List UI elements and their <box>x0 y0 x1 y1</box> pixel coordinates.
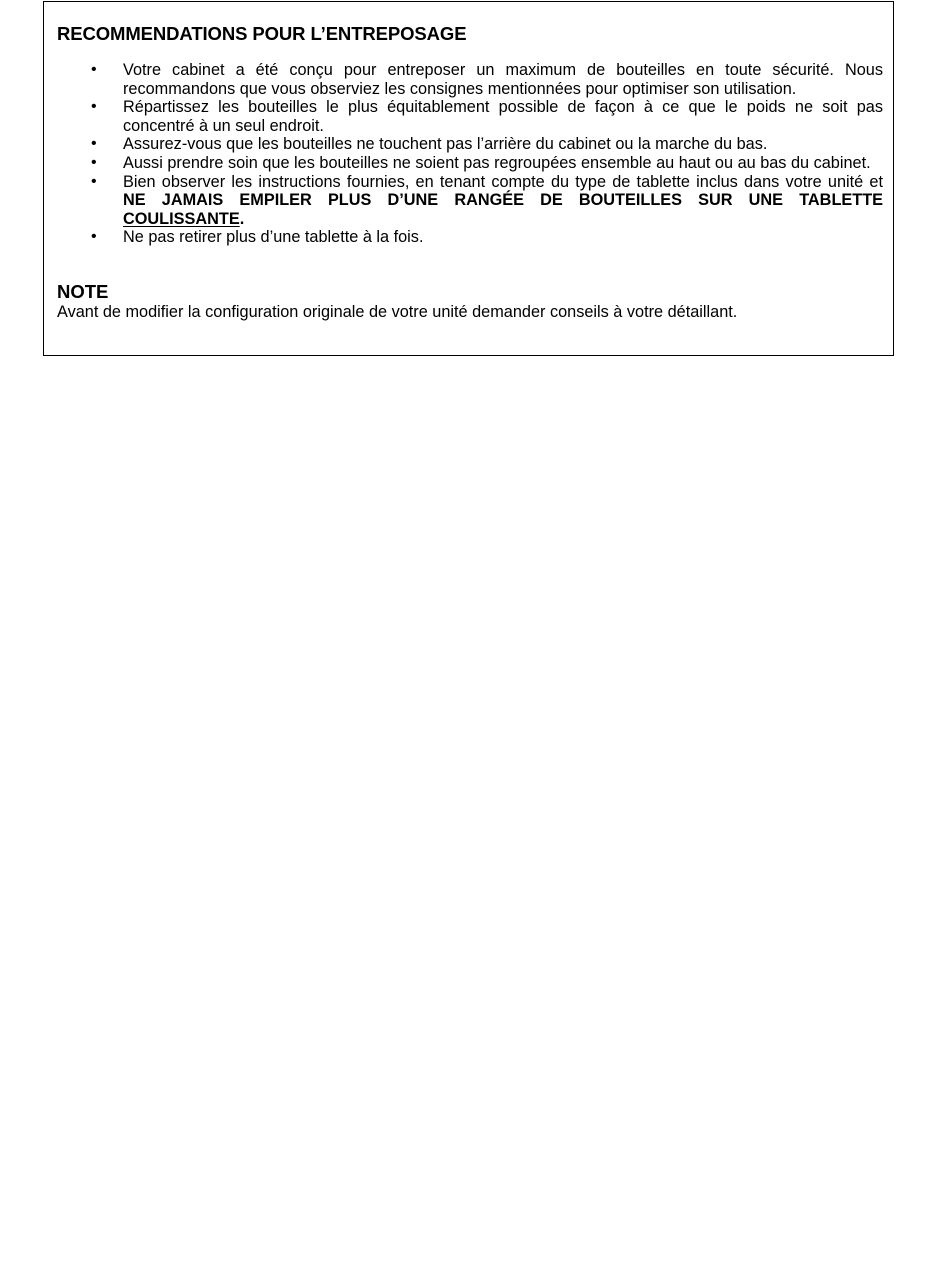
note-text: Avant de modifier la configuration originale de votre unité demander conseils à votre détaillant. <box>57 303 738 321</box>
warning-emphasis <box>123 191 883 228</box>
list-item-text: Ne pas retirer plus d’une tablette à la fois. <box>123 228 424 247</box>
bullet-icon: • <box>91 61 97 78</box>
list-item-text <box>123 173 883 229</box>
list-item-text: Aussi prendre soin que les bouteilles ne soient pas regroupées ensemble au haut ou au bas du cabinet. <box>123 153 871 172</box>
bullet-icon: • <box>91 135 97 153</box>
list-item-text: Répartissez les bouteilles le plus équitablement possible de façon à ce que le poids ne soit pas concentré à un seul endroit. <box>123 98 883 135</box>
list-item-text: Assurez-vous que les bouteilles ne touchent pas l’arrière du cabinet ou la marche du bas. <box>123 135 768 154</box>
list-item <box>57 98 883 135</box>
bullet-icon: • <box>91 98 97 116</box>
list-item <box>57 61 883 98</box>
bullet-icon: • <box>91 172 97 190</box>
recommendations-list <box>57 61 883 247</box>
list-item-text: Votre cabinet a été conçu pour entreposer un maximum de bouteilles en toute sécurité. Nous recommandons que vous observiez les consignes mentionnées pour optimiser son utilisation. <box>123 61 883 98</box>
warning-underlined-text: COULISSANTE <box>123 209 240 228</box>
warning-period: . <box>239 209 245 228</box>
list-item <box>57 228 883 247</box>
warning-text: NE JAMAIS EMPILER PLUS D’UNE RANGÉE DE BOUTEILLES SUR UNE TABLETTE <box>123 191 883 210</box>
list-item <box>57 135 883 154</box>
bullet-icon: • <box>91 153 97 171</box>
list-item <box>57 154 883 173</box>
bullet-icon: • <box>91 228 97 246</box>
list-item-text-plain: Bien observer les instructions fournies, en tenant compte du type de tablette inclus dans votre unité et <box>123 172 883 191</box>
section-title: RECOMMENDATIONS POUR L’ENTREPOSAGE <box>57 23 467 44</box>
note-title: NOTE <box>57 281 109 302</box>
storage-recommendations-box <box>43 1 894 356</box>
list-item <box>57 173 883 229</box>
